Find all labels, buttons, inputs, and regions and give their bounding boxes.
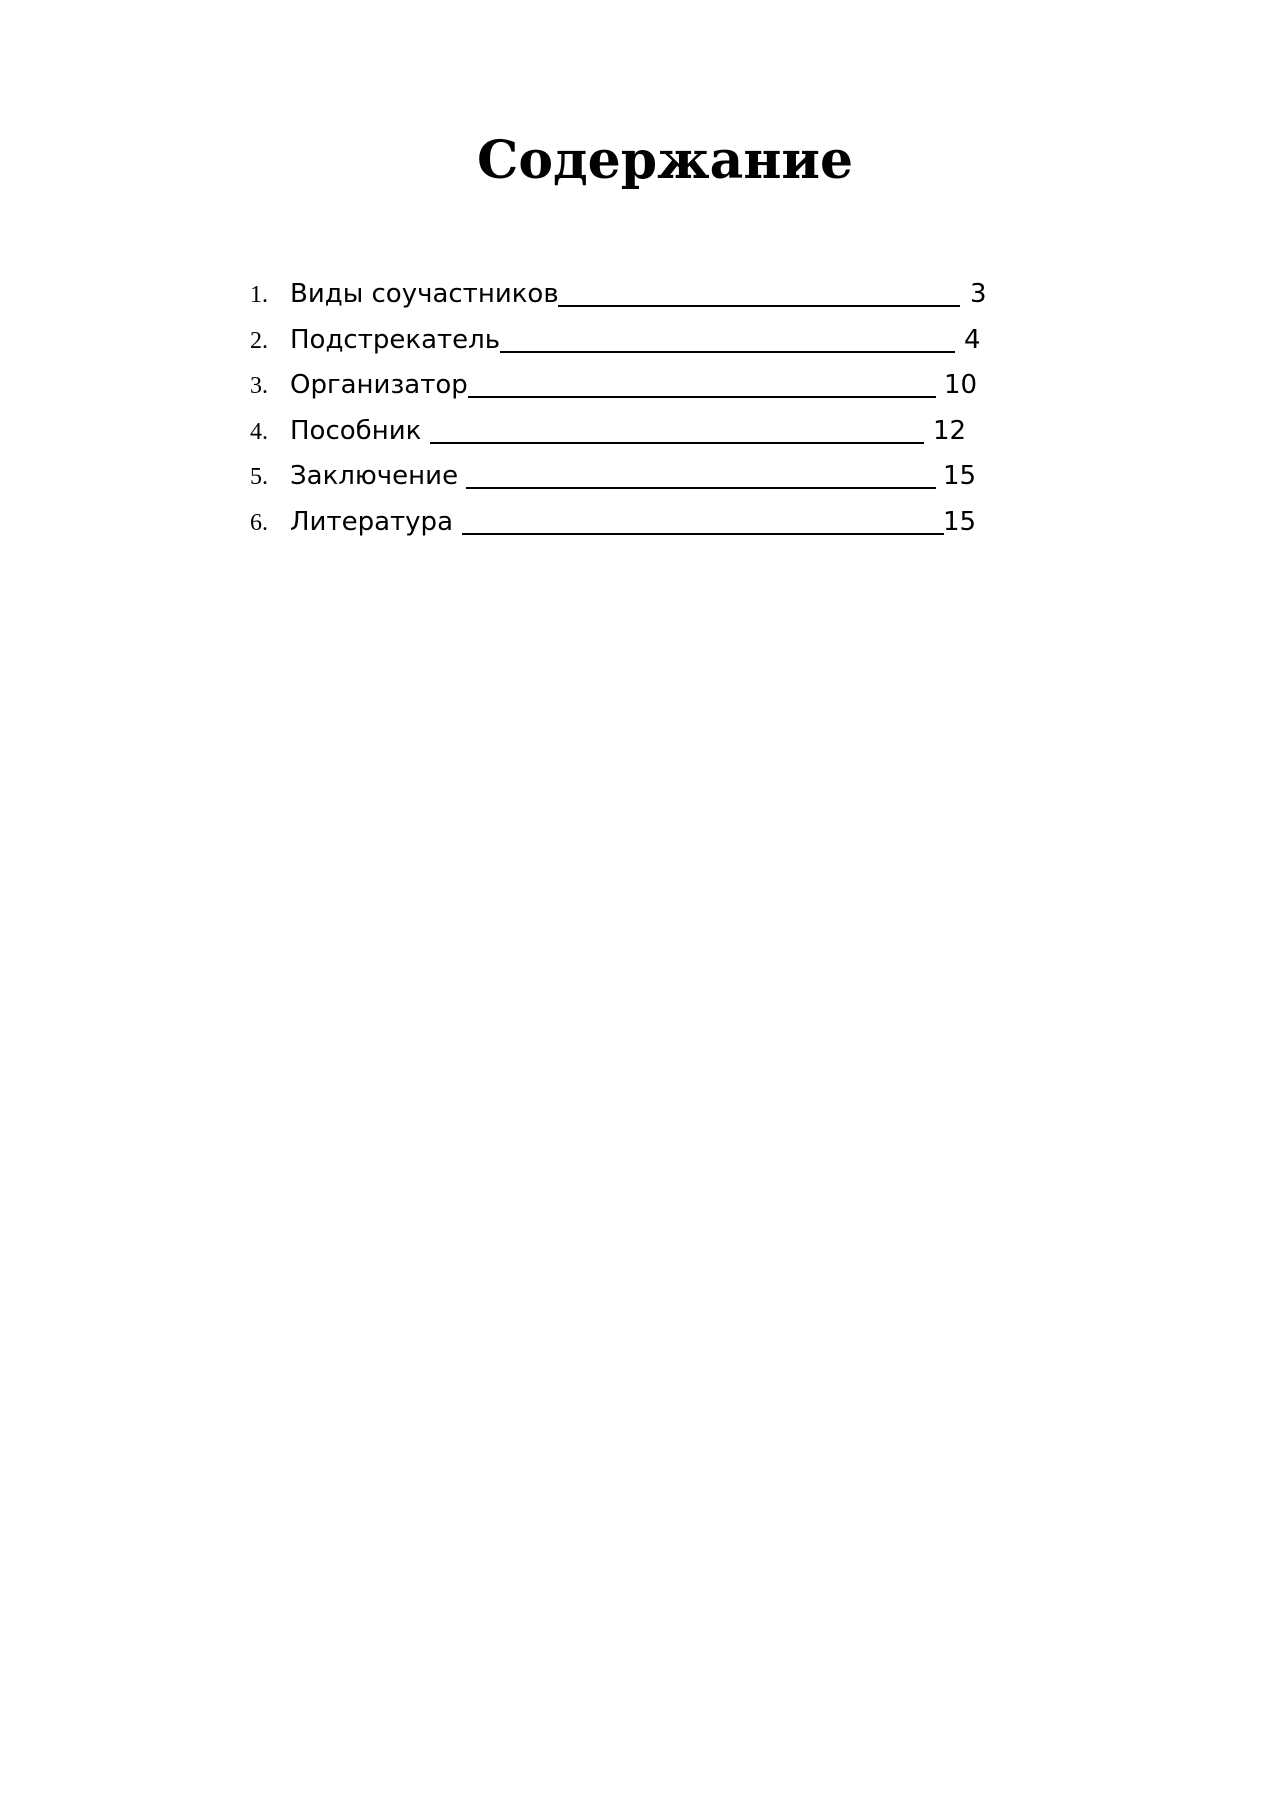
toc-entry-page: 15 [943, 506, 977, 537]
toc-entry-label: Виды соучастников [290, 279, 559, 309]
toc-entry-label: Подстрекатель [290, 324, 501, 355]
page-title: Содержание [476, 130, 854, 191]
toc-entry-number: 1. [250, 282, 268, 308]
table-of-contents [250, 270, 1010, 543]
toc-entry-page: 4 [964, 324, 981, 355]
toc-leader-line [558, 305, 960, 307]
toc-entry-number: 5. [250, 464, 268, 490]
toc-entry [250, 498, 1010, 544]
toc-leader-line [466, 487, 936, 489]
toc-entry-number: 4. [250, 418, 268, 445]
toc-entry [250, 270, 1010, 316]
toc-entry-label: Литература [290, 506, 453, 537]
toc-entry-number: 3. [250, 373, 268, 399]
toc-entry-page: 12 [933, 415, 967, 446]
toc-entry [250, 316, 1010, 362]
toc-entry-page: 10 [944, 370, 978, 400]
toc-entry-label: Организатор [290, 370, 468, 400]
toc-entry-page: 15 [943, 461, 977, 491]
toc-entry-page: 3 [970, 279, 987, 309]
toc-leader-line [468, 396, 936, 398]
toc-entry [250, 361, 1010, 407]
toc-entry-number: 2. [250, 327, 268, 354]
toc-entry-number: 6. [250, 509, 268, 536]
toc-entry [250, 407, 1010, 453]
toc-entry [250, 452, 1010, 498]
toc-entry-label: Пособник [290, 415, 422, 446]
toc-entry-label: Заключение [290, 461, 459, 491]
toc-leader-line [462, 533, 944, 535]
toc-leader-line [500, 351, 955, 353]
toc-leader-line [430, 442, 924, 444]
